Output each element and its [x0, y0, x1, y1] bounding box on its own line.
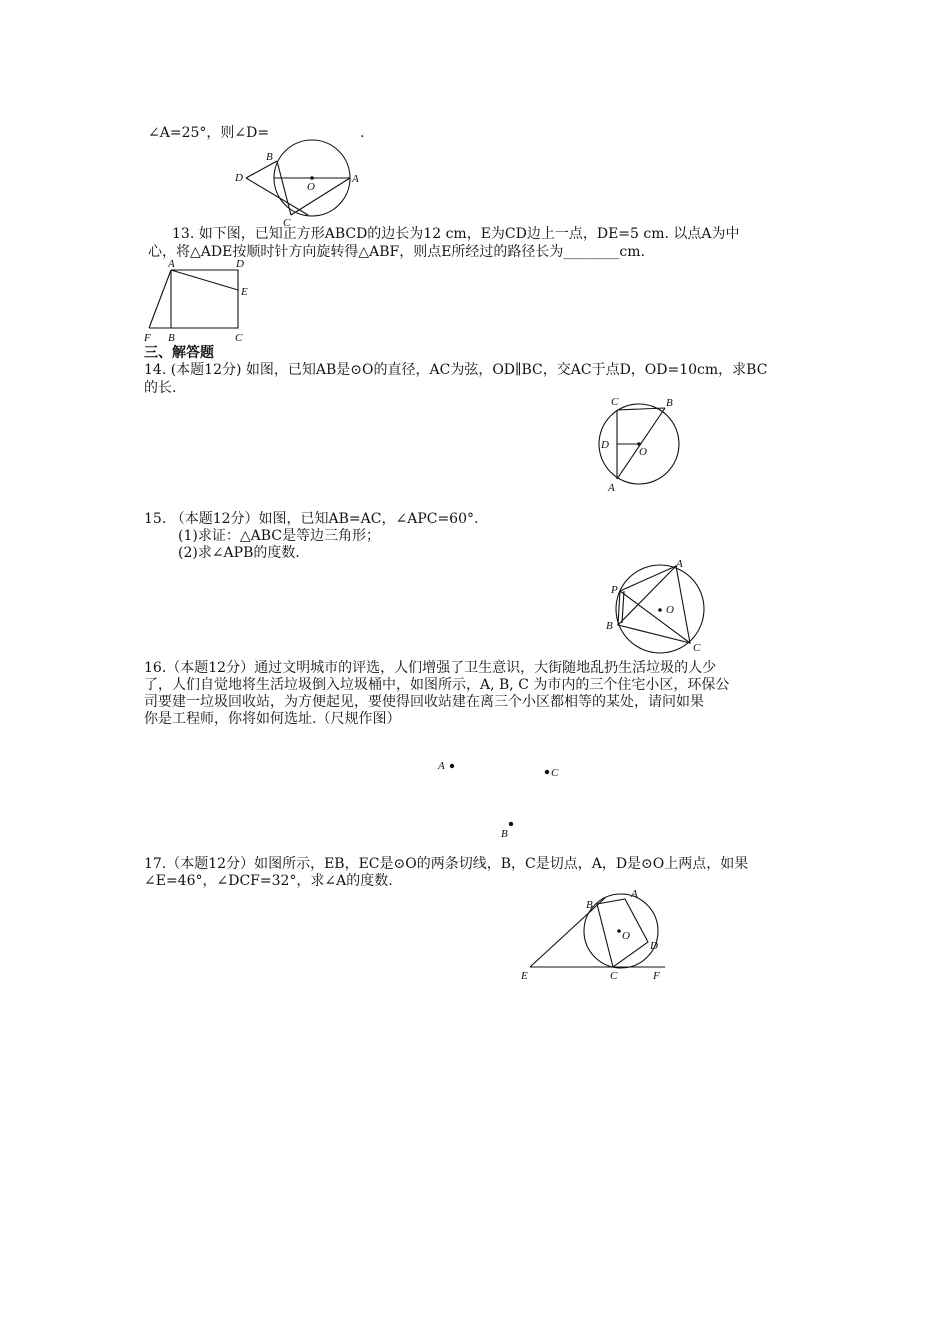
figure-q13-square	[140, 258, 255, 346]
fig12-label-D: D	[235, 172, 243, 184]
fig12-label-O: O	[307, 181, 315, 193]
q14-line2: 的长.	[144, 380, 177, 396]
fig14-label-D: D	[601, 439, 609, 451]
q15-line3: (2)求∠APB的度数.	[178, 545, 300, 561]
q13-line1: 13. 如下图，已知正方形ABCD的边长为12 cm，E为CD边上一点，DE=5 cm. 以点A为中	[172, 226, 740, 242]
q15-line1: 15. （本题12分）如图，已知AB=AC，∠APC=60°.	[144, 511, 479, 527]
figure-q14-circle	[592, 393, 687, 496]
figure-q12-circle	[225, 135, 365, 230]
fig13-label-C: C	[235, 332, 243, 344]
fig13-label-D: D	[236, 258, 244, 270]
q13-line2: 心，将△ADE按顺时针方向旋转得△ABF，则点E所经过的路径长为________cm.	[148, 244, 645, 260]
q16-line3: 司要建一垃圾回收站，为方便起见，要使得回收站建在离三个小区都相等的某处，请问如果	[144, 694, 704, 710]
fig12-label-C: C	[283, 217, 291, 229]
figure-q15-circle	[600, 555, 710, 657]
q15-line2: (1)求证：△ABC是等边三角形；	[178, 528, 380, 544]
fig15-label-A: A	[676, 558, 683, 570]
q12-period: .	[360, 125, 365, 141]
fig13-label-E: E	[241, 286, 248, 298]
fig17-label-C: C	[610, 970, 618, 982]
fig15-label-O: O	[666, 604, 674, 616]
fig17-label-A: A	[631, 888, 638, 900]
q16-line2: 了，人们自觉地将生活垃圾倒入垃圾桶中，如图所示，A, B, C 为市内的三个住宅小区，环保公	[144, 677, 730, 693]
fig16-label-C: C	[551, 767, 559, 779]
fig13-label-F: F	[144, 332, 151, 344]
q17-line1: 17.（本题12分）如图所示，EB，EC是⊙O的两条切线，B，C是切点，A，D是⊙O上两点，如果	[144, 856, 749, 872]
fig16-label-B: B	[501, 828, 508, 840]
fig17-label-F: F	[653, 970, 660, 982]
fig15-label-B: B	[606, 620, 613, 632]
figure-q16-points	[430, 755, 580, 845]
fig14-label-B: B	[666, 397, 673, 409]
fig14-label-O: O	[639, 446, 647, 458]
figure-q17-tangents	[513, 885, 673, 985]
fig17-label-D: D	[650, 940, 658, 952]
fig15-label-C: C	[693, 642, 701, 654]
q16-line4: 你是工程师，你将如何选址.（尺规作图）	[144, 711, 401, 727]
fig13-label-A: A	[168, 258, 175, 270]
fig12-label-A: A	[352, 173, 359, 185]
section-title: 三、解答题	[144, 345, 214, 361]
fig17-label-B: B	[586, 899, 593, 911]
q17-line2: ∠E=46°，∠DCF=32°，求∠A的度数.	[144, 873, 393, 889]
fig12-label-B: B	[266, 151, 273, 163]
q16-line1: 16.（本题12分）通过文明城市的评选，人们增强了卫生意识，大街随地乱扔生活垃圾的人少	[144, 660, 717, 676]
fig14-label-A: A	[608, 482, 615, 494]
fig14-label-C: C	[611, 396, 619, 408]
q12-text: ∠A=25°，则∠D=	[148, 125, 270, 141]
q14-line1: 14. (本题12分) 如图，已知AB是⊙O的直径，AC为弦，OD∥BC，交AC于点D，OD=10cm，求BC	[144, 362, 768, 378]
fig17-label-O: O	[622, 930, 630, 942]
fig15-label-P: P	[611, 584, 618, 596]
fig13-label-B: B	[168, 332, 175, 344]
fig16-label-A: A	[438, 760, 445, 772]
fig17-label-E: E	[521, 970, 528, 982]
